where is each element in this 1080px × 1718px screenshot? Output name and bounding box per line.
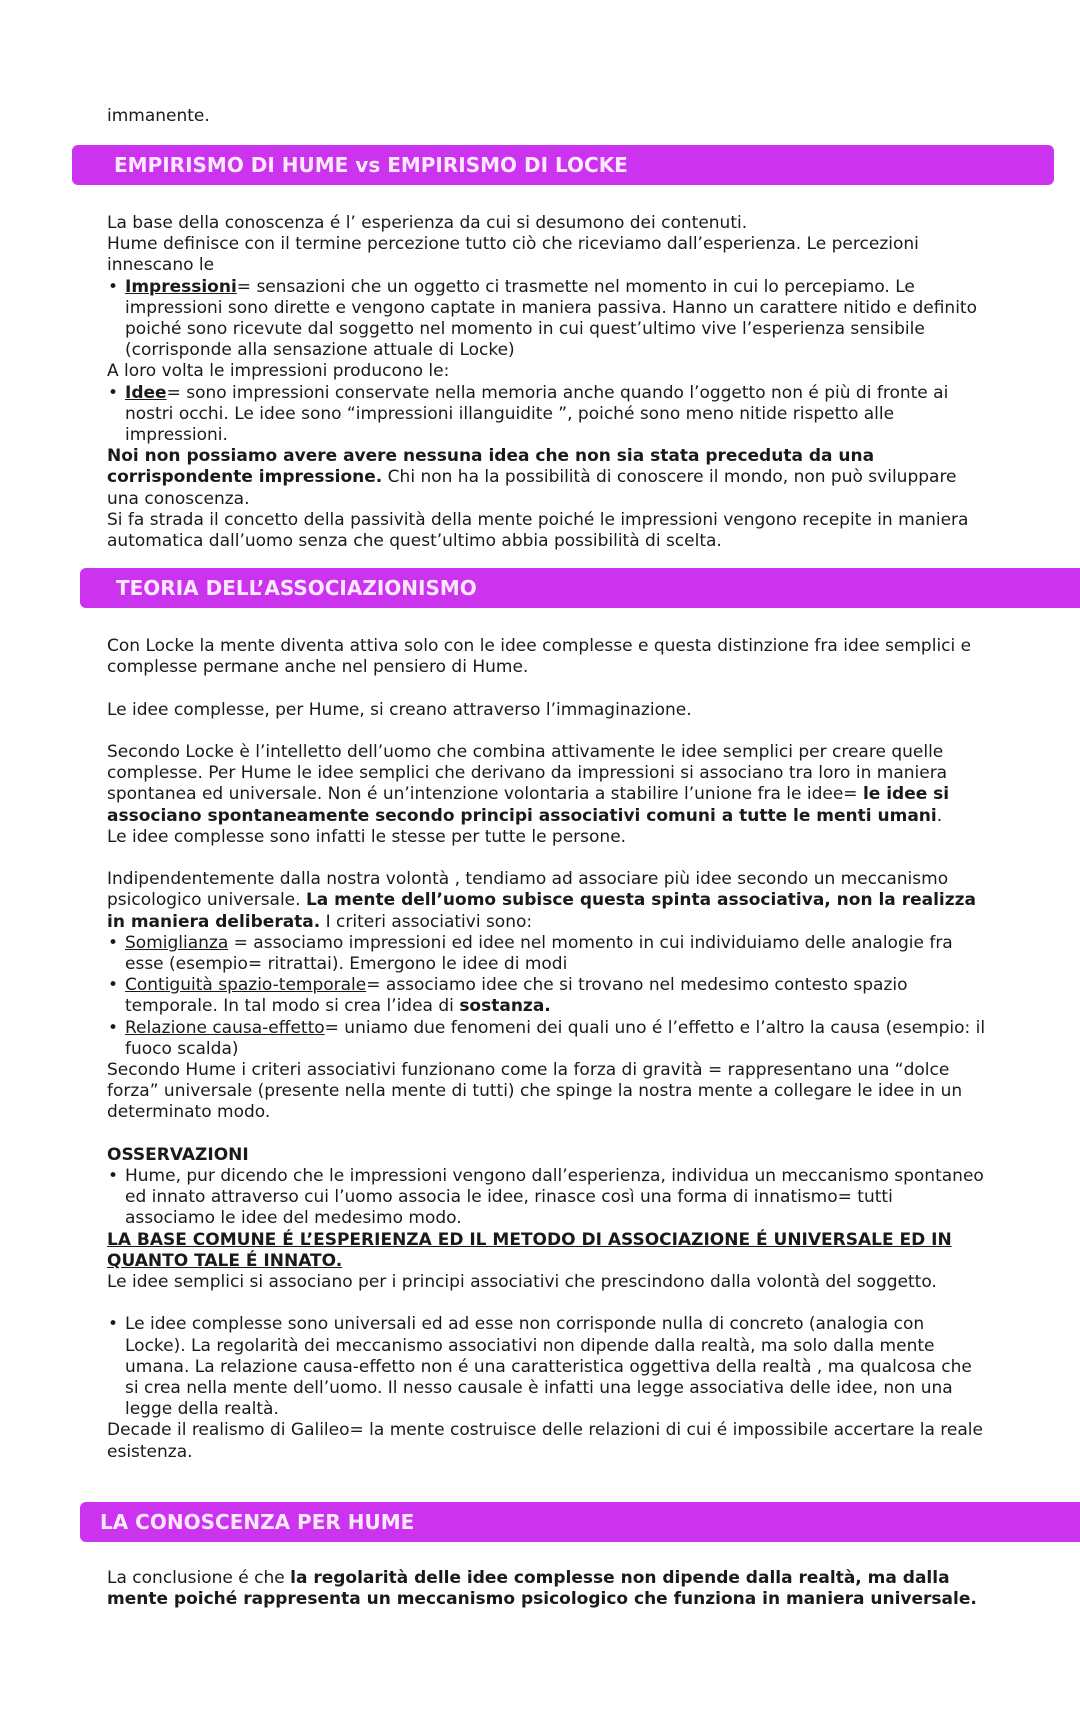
section-header-empirismo: EMPIRISMO DI HUME vs EMPIRISMO DI LOCKE [72, 145, 1054, 185]
bullet-list [107, 383, 987, 447]
paragraph-text: La conclusione é che [107, 1568, 291, 1588]
punctuation: . [936, 805, 943, 826]
paragraph [107, 869, 987, 933]
paragraph-text: I criteri associativi sono: [320, 911, 533, 932]
term-definition: = sensazioni che un oggetto ci trasmette nel momento in cui lo percepiamo. Le impressioni sono dirette e vengono captate in maniera passiva. Hanno un carattere nitido e definito poiché sono ricevute dal soggetto nel momento in cui quest’ultimo vive l’esperienza sensibile (corrisponde alla sensazione attuale di Locke) [125, 276, 977, 361]
term-idee: Idee [125, 382, 167, 403]
paragraph-text: Chi non ha la possibilità di conoscere il mondo, non può sviluppare una conoscenza. [107, 467, 957, 509]
paragraph: Con Locke la mente diventa attiva solo con le idee complesse e questa distinzione fra idee semplici e complesse permane anche nel pensiero di Hume. [107, 636, 972, 678]
section-header-associazionismo: TEORIA DELL’ASSOCIAZIONISMO [80, 568, 1080, 608]
paragraph [107, 742, 987, 827]
paragraph-text: Secondo Locke è l’intelletto dell’uomo che combina attivamente le idee semplici per creare quelle complesse. Per Hume le idee semplici che derivano da impressioni si associano tra loro in maniera spontanea ed universale. Non é un’intenzione volontaria a stabilire l’unione fra le idee= [107, 741, 948, 805]
paragraph [107, 446, 987, 510]
criteria-list [107, 933, 987, 1060]
paragraph [107, 1568, 987, 1610]
list-item [107, 383, 987, 447]
bold-statement: la regolarità delle idee complesse non dipende dalla realtà, ma dalla mente poiché rappresenta un meccanismo psicologico che funziona in maniera universale. [107, 1568, 977, 1610]
term-definition: = associamo idee che si trovano nel medesimo contesto spazio temporale. In tal modo si crea l’idea di [125, 975, 908, 1017]
list-item [107, 933, 987, 975]
bullet-list [107, 1166, 987, 1230]
bold-statement: LA BASE COMUNE É L’ESPERIENZA ED IL METODO DI ASSOCIAZIONE É UNIVERSALE ED IN QUANTO TALE É INNATO. [107, 1229, 952, 1271]
list-item [107, 277, 987, 362]
list-item: • Le idee complesse sono universali ed ad esse non corrisponde nulla di concreto (analogia con Locke). La regolarità dei meccanismo associativi non dipende dalla realtà, ma solo dalla mente umana. La relazione causa-effetto non é una caratteristica oggettiva della realtà , ma qualcosa che si crea nella mente dell’uomo. Il nesso causale è infatti una legge associativa delle idee, non una legge della realtà. [107, 1314, 987, 1420]
section-body-conoscenza [107, 1568, 987, 1610]
paragraph: La base della conoscenza é l’ esperienza da cui si desumono dei contenuti. [107, 213, 748, 233]
bold-statement: Noi non possiamo avere avere nessuna idea che non sia stata preceduta da una corrispondente impressione. [107, 446, 875, 488]
bold-statement: le idee si associano spontaneamente secondo principi associativi comuni a tutte le menti umani [107, 784, 950, 826]
term-causa-effetto: Relazione causa-effetto [125, 1017, 325, 1038]
punctuation: . [544, 996, 551, 1017]
paragraph [107, 1230, 987, 1272]
list-item [107, 975, 987, 1017]
paragraph: Le idee complesse, per Hume, si creano attraverso l’immaginazione. [107, 699, 692, 720]
bold-statement: La mente dell’uomo subisce questa spinta associativa, non la realizza in maniera deliberata. [107, 890, 977, 932]
paragraph: Si fa strada il concetto della passività della mente poiché le impressioni vengono recepite in maniera automatica dall’uomo senza che quest’ultimo abbia possibilità di scelta. [107, 509, 969, 552]
paragraph: Secondo Hume i criteri associativi funzionano come la forza di gravità = rappresentano una “dolce forza” universale (presente nella mente di tutti) che spinge la nostra mente a collegare le idee in un determinato modo. [107, 1060, 963, 1123]
term-somiglianza: Somiglianza [125, 932, 229, 953]
term-definition: = sono impressioni conservate nella memoria anche quando l’oggetto non é più di fronte ai nostri occhi. Le idee sono “impressioni illanguidite ”, poiché sono meno nitide rispetto alle impressioni. [125, 382, 949, 446]
list-item [107, 1018, 987, 1060]
section-body-empirismo [107, 213, 987, 552]
term-contiguita: Contiguità spazio-temporale [125, 975, 367, 996]
paragraph: Le idee semplici si associano per i principi associativi che prescindono dalla volontà del soggetto. [107, 1272, 937, 1293]
paragraph: Decade il realismo di Galileo= la mente costruisce delle relazioni di cui é impossibile accertare la reale esistenza. [107, 1420, 983, 1462]
paragraph: Hume definisce con il termine percezione tutto ciò che riceviamo dall’esperienza. Le percezioni innescano le [107, 234, 919, 276]
paragraph-text: Indipendentemente dalla nostra volontà , tendiamo ad associare più idee secondo un meccanismo psicologico universale. [107, 869, 949, 911]
section-header-conoscenza: LA CONOSCENZA PER HUME [80, 1502, 1080, 1542]
intro-text [107, 106, 987, 127]
term-definition: = uniamo due fenomeni dei quali uno é l’effetto e l’altro la causa (esempio: il fuoco scalda) [125, 1017, 986, 1059]
paragraph: Le idee complesse sono infatti le stesse per tutte le persone. [107, 826, 627, 847]
list-item: • Hume, pur dicendo che le impressioni vengono dall’esperienza, individua un meccanismo spontaneo ed innato attraverso cui l’uomo associa le idee, rinasce così una forma di innatismo= tutti associamo le idee del medesimo modo. [107, 1166, 987, 1230]
bullet-list [107, 1314, 987, 1420]
term-definition: = associamo impressioni ed idee nel momento in cui individuiamo delle analogie fra esse (esempio= ritrattai). Emergono le idee di modi [125, 932, 953, 974]
observations-title [107, 1145, 987, 1166]
intro-line: immanente. [107, 106, 210, 126]
observations-title-text: OSSERVAZIONI [107, 1144, 249, 1165]
term-impressioni: Impressioni [125, 276, 237, 297]
section-body-associazionismo [107, 636, 987, 1463]
term-sostanza: sostanza [459, 996, 545, 1017]
paragraph: A loro volta le impressioni producono le: [107, 361, 450, 382]
bullet-list [107, 277, 987, 362]
